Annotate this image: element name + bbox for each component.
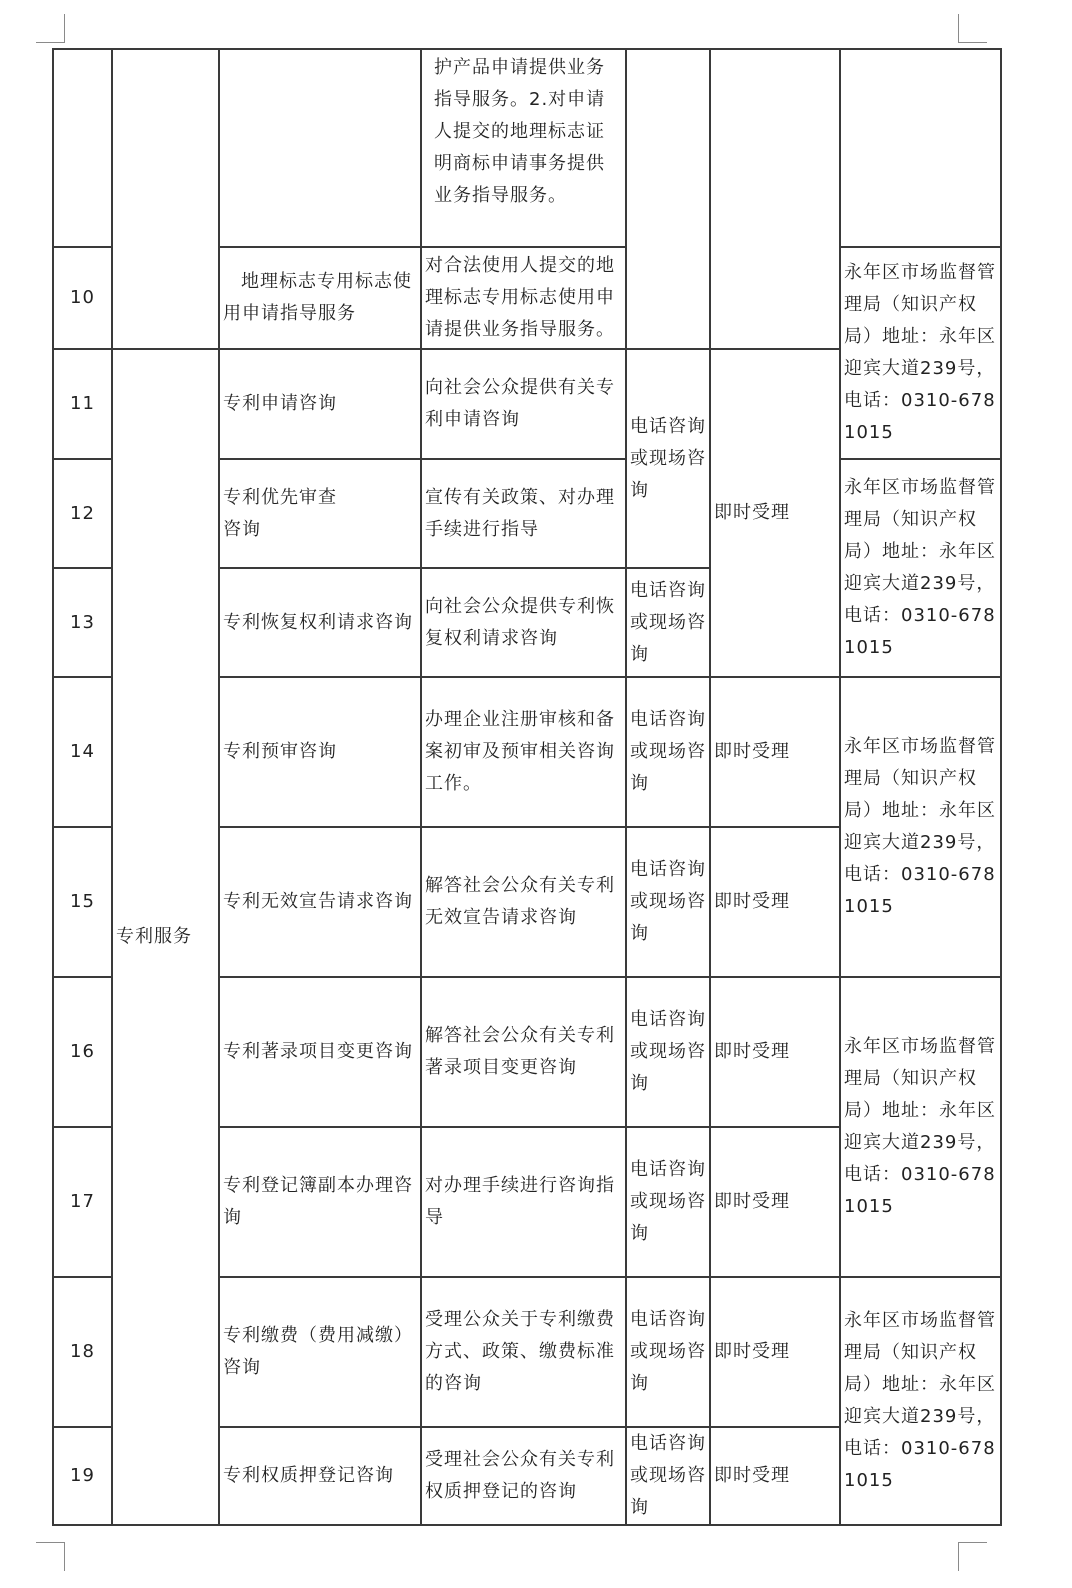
service-time: 即时受理 xyxy=(710,677,840,827)
service-description: 解答社会公众有关专利无效宣告请求咨询 xyxy=(421,827,626,977)
contact-info: 永年区市场监督管理局（知识产权局）地址：永年区迎宾大道239号，电话：0310-6781015 xyxy=(840,1277,1001,1525)
service-method: 电话咨询或现场咨询 xyxy=(626,1427,710,1525)
service-time: 即时受理 xyxy=(710,977,840,1127)
crop-mark-top-left xyxy=(36,14,65,43)
contact-info: 永年区市场监督管理局（知识产权局）地址：永年区迎宾大道239号，电话：0310-6781015 xyxy=(840,459,1001,677)
service-table xyxy=(52,48,1002,1526)
service-time: 即时受理 xyxy=(710,349,840,677)
row-number: 19 xyxy=(53,1427,112,1525)
service-description: 向社会公众提供有关专利申请咨询 xyxy=(421,349,626,459)
service-name: 专利预审咨询 xyxy=(219,677,421,827)
row-number: 12 xyxy=(53,459,112,568)
service-method: 电话咨询或现场咨询 xyxy=(626,677,710,827)
row-number: 18 xyxy=(53,1277,112,1427)
service-name: 专利优先审查咨询 xyxy=(219,459,421,568)
crop-mark-bottom-right xyxy=(958,1542,987,1571)
service-name: 专利申请咨询 xyxy=(219,349,421,459)
row-number: 14 xyxy=(53,677,112,827)
service-method: 电话咨询或现场咨询 xyxy=(626,349,710,568)
service-name: 专利权质押登记咨询 xyxy=(219,1427,421,1525)
service-method: 电话咨询或现场咨询 xyxy=(626,827,710,977)
service-name: 专利恢复权利请求咨询 xyxy=(219,568,421,677)
service-description: 受理公众关于专利缴费方式、政策、缴费标准的咨询 xyxy=(421,1277,626,1427)
contact-cell xyxy=(840,49,1001,247)
service-method: 电话咨询或现场咨询 xyxy=(626,1277,710,1427)
row-number: 17 xyxy=(53,1127,112,1277)
row-number: 10 xyxy=(53,247,112,349)
row-number: 15 xyxy=(53,827,112,977)
service-method: 电话咨询或现场咨询 xyxy=(626,1127,710,1277)
crop-mark-bottom-left xyxy=(36,1542,65,1571)
row-number: 13 xyxy=(53,568,112,677)
service-name: 专利无效宣告请求咨询 xyxy=(219,827,421,977)
contact-info: 永年区市场监督管理局（知识产权局）地址：永年区迎宾大道239号，电话：0310-6781015 xyxy=(840,677,1001,977)
category-cell xyxy=(112,49,219,349)
service-method: 电话咨询或现场咨询 xyxy=(626,568,710,677)
service-time: 即时受理 xyxy=(710,1427,840,1525)
service-name: 专利登记簿副本办理咨询 xyxy=(219,1127,421,1277)
table-row xyxy=(53,49,1001,247)
time-cell xyxy=(710,49,840,349)
service-description: 向社会公众提供专利恢复权利请求咨询 xyxy=(421,568,626,677)
service-name xyxy=(219,49,421,247)
crop-mark-top-right xyxy=(958,14,987,43)
service-name: 地理标志专用标志使用申请指导服务 xyxy=(219,247,421,349)
service-time: 即时受理 xyxy=(710,1127,840,1277)
service-name: 专利著录项目变更咨询 xyxy=(219,977,421,1127)
method-cell xyxy=(626,49,710,349)
contact-info: 永年区市场监督管理局（知识产权局）地址：永年区迎宾大道239号，电话：0310-6781015 xyxy=(840,247,1001,459)
row-number: 11 xyxy=(53,349,112,459)
service-name: 专利缴费（费用减缴）咨询 xyxy=(219,1277,421,1427)
service-description: 宣传有关政策、对办理手续进行指导 xyxy=(421,459,626,568)
row-number xyxy=(53,49,112,247)
service-description: 受理社会公众有关专利权质押登记的咨询 xyxy=(421,1427,626,1525)
service-description: 对办理手续进行咨询指导 xyxy=(421,1127,626,1277)
service-description: 护产品申请提供业务指导服务。2.对申请人提交的地理标志证明商标申请事务提供业务指导服务。 xyxy=(421,49,626,247)
service-description: 对合法使用人提交的地理标志专用标志使用申请提供业务指导服务。 xyxy=(421,247,626,349)
service-method: 电话咨询或现场咨询 xyxy=(626,977,710,1127)
row-number: 16 xyxy=(53,977,112,1127)
service-time: 即时受理 xyxy=(710,827,840,977)
contact-info: 永年区市场监督管理局（知识产权局）地址：永年区迎宾大道239号，电话：0310-6781015 xyxy=(840,977,1001,1277)
service-description: 解答社会公众有关专利著录项目变更咨询 xyxy=(421,977,626,1127)
service-description: 办理企业注册审核和备案初审及预审相关咨询工作。 xyxy=(421,677,626,827)
category-label: 专利服务 xyxy=(112,349,219,1525)
service-time: 即时受理 xyxy=(710,1277,840,1427)
